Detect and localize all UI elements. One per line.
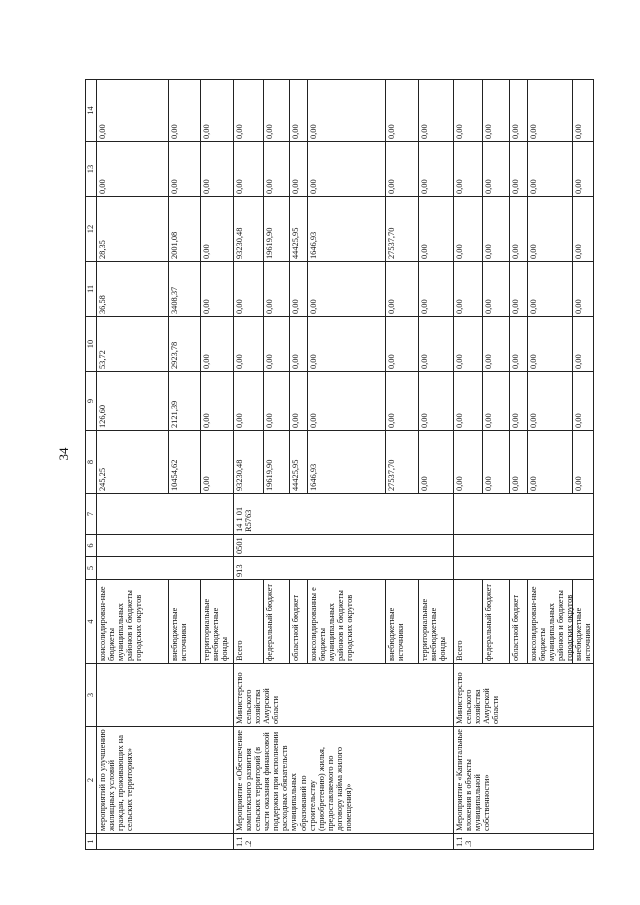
amount-value: 0,00 [454,142,483,196]
amount-value: 0,00 [308,317,386,371]
amount-value: 0,00 [386,317,419,371]
header-cell: 3 [86,664,97,727]
amount-value: 0,00 [202,179,211,194]
amount-value: 0,00 [386,80,419,141]
amount-value: 27537,70 [386,431,419,493]
table-cell [454,197,594,262]
table-cell: Мероприятие «Обеспечение комплексного развития сельских территорий (в части оказания финансовой поддержки при исполнении расходных обязательств муниципальных образований по строительству (приобретению) жилья, предоставляемого по договору найма жилого помещения)» [234,727,454,834]
amount-value: 0,00 [454,262,483,316]
amount-value: 0,00 [483,317,510,371]
amount-value: 0,00 [510,431,528,493]
table-cell [454,557,594,580]
table-cell [97,494,234,535]
amount-value: 0,00 [264,262,290,316]
amount-value: 0,00 [510,317,528,371]
amount-value: 1646,93 [308,197,386,261]
header-cell: 1 [86,834,97,850]
amount-value: 10454,62 [169,431,201,493]
amount-value: 0,00 [202,124,211,139]
amount-value: 1646,93 [308,431,386,493]
table-row [454,80,594,850]
amount-value: 53,72 [97,317,169,371]
amount-value: 0,00 [169,80,201,141]
amount-value: 36,58 [97,262,169,316]
amount-value: 0,00 [264,372,290,430]
amount-value: 0,00 [202,354,211,369]
amount-value: 0,00 [574,476,583,491]
amount-value: 44425,95 [290,431,308,493]
amount-value: 0,00 [308,262,386,316]
table-cell: мероприятий по улучшению жилищных условий граждан, проживающих на сельских территориях» [97,727,234,834]
table-cell: 1.1.2 [234,834,454,850]
amount-value: 0,00 [308,372,386,430]
table-row [234,80,454,850]
financing-source: внебюджетные источники [574,607,593,661]
amount-value: 0,00 [483,431,510,493]
financing-source: территориальные внебюджетные фонды [420,598,448,661]
financing-source: консолидирован-ные бюджеты муниципальных районов и бюджеты городских округов [528,580,573,663]
header-cell: 14 [86,80,97,142]
table-cell [97,834,234,850]
table-cell [234,142,454,197]
financing-source: Всего [454,580,483,663]
amount-value: 0,00 [574,413,583,428]
amount-value: 0,00 [290,372,308,430]
table-cell [97,142,234,197]
financing-source: консолидированны е бюджеты муниципальных районов и бюджеты городских округов [308,580,386,663]
amount-value: 0,00 [234,262,264,316]
header-cell: 12 [86,197,97,262]
table-cell [97,197,234,262]
table-cell [97,262,234,317]
amount-value: 44425,95 [290,197,308,261]
financing-source: внебюджетные источники [386,580,419,663]
table-cell [454,535,594,557]
amount-value: 0,00 [202,413,211,428]
amount-value: 0,00 [290,262,308,316]
amount-value: 0,00 [528,431,573,493]
header-row [86,80,97,850]
table-cell: 14 1 01 R5763 [234,494,454,535]
amount-value: 0,00 [454,80,483,141]
amount-value: 0,00 [454,431,483,493]
table-cell [97,535,234,557]
amount-value: 0,00 [454,197,483,261]
amount-value: 0,00 [290,317,308,371]
amount-value: 0,00 [483,262,510,316]
amount-value: 0,00 [510,372,528,430]
financing-source: областной бюджет [290,580,308,663]
amount-value: 0,00 [202,299,211,314]
table-cell [234,80,454,142]
amount-value: 0,00 [574,354,583,369]
table-cell [454,580,594,664]
amount-value: 0,00 [264,80,290,141]
table-cell [97,317,234,372]
amount-value: 3408,37 [169,262,201,316]
amount-value: 0,00 [308,142,386,196]
table-row [97,80,234,850]
amount-value: 0,00 [510,142,528,196]
table-cell [454,317,594,372]
table-cell [234,580,454,664]
amount-value: 0,00 [290,142,308,196]
amount-value: 0,00 [308,80,386,141]
budget-table-sheet [85,80,610,850]
amount-value: 0,00 [169,142,201,196]
amount-value: 0,00 [528,142,573,196]
table-cell [454,80,594,142]
amount-value: 0,00 [574,299,583,314]
financing-source: областной бюджет [510,580,528,663]
amount-value: 0,00 [483,80,510,141]
amount-value: 0,00 [528,317,573,371]
amount-value: 0,00 [483,372,510,430]
financing-source: федеральный бюджет [483,580,510,663]
amount-value: 0,00 [420,476,429,491]
amount-value: 126,60 [97,372,169,430]
amount-value: 0,00 [574,244,583,259]
table-cell [97,580,234,664]
amount-value: 2001,08 [169,197,201,261]
amount-value: 0,00 [528,80,573,141]
amount-value: 19619,90 [264,431,290,493]
table-cell [97,80,234,142]
table-cell: 0501 [234,535,454,557]
amount-value: 0,00 [483,142,510,196]
amount-value: 0,00 [574,124,583,139]
table-cell [234,262,454,317]
amount-value: 0,00 [528,262,573,316]
amount-value: 0,00 [234,372,264,430]
amount-value: 0,00 [510,80,528,141]
table-cell [454,431,594,494]
table-cell: Министерство сельского хозяйства Амурской области [234,664,454,727]
amount-value: 0,00 [420,354,429,369]
amount-value: 0,00 [483,197,510,261]
amount-value: 0,00 [264,317,290,371]
header-cell: 8 [86,431,97,494]
amount-value: 0,00 [234,80,264,141]
header-cell: 13 [86,142,97,197]
table-cell [234,317,454,372]
amount-value: 0,00 [97,142,169,196]
table-cell: Министерство сельского хозяйства Амурской области [454,664,594,727]
amount-value: 0,00 [386,262,419,316]
amount-value: 0,00 [420,244,429,259]
header-cell: 2 [86,727,97,834]
header-cell: 10 [86,317,97,372]
amount-value: 0,00 [420,299,429,314]
table-cell [234,197,454,262]
table-cell [234,431,454,494]
amount-value: 0,00 [202,476,211,491]
amount-value: 2923,78 [169,317,201,371]
amount-value: 27537,70 [386,197,419,261]
header-cell: 5 [86,557,97,580]
amount-value: 245,25 [97,431,169,493]
amount-value: 2121,39 [169,372,201,430]
amount-value: 0,00 [386,142,419,196]
page-number: 34 [56,447,71,461]
amount-value: 0,00 [420,124,429,139]
amount-value: 0,00 [528,372,573,430]
financing-source: консолидирован-ные бюджеты муниципальных районов и бюджеты городских округов [97,580,169,663]
amount-value: 0,00 [202,244,211,259]
header-cell: 4 [86,580,97,664]
header-cell: 11 [86,262,97,317]
amount-value: 0,00 [454,372,483,430]
financing-source: Всего [234,580,264,663]
amount-value: 0,00 [290,80,308,141]
table-cell [454,494,594,535]
amount-value: 0,00 [574,179,583,194]
amount-value: 0,00 [420,413,429,428]
table-cell: 1.1.3 [454,834,594,850]
table-cell [97,557,234,580]
amount-value: 0,00 [510,262,528,316]
amount-value: 28,35 [97,197,169,261]
financing-source: внебюджетные источники [169,580,201,663]
amount-value: 0,00 [510,197,528,261]
budget-table [85,79,594,850]
table-cell [97,431,234,494]
table-cell [234,372,454,431]
amount-value: 0,00 [234,317,264,371]
financing-source: территориальные внебюджетные фонды [202,598,230,661]
table-cell [454,142,594,197]
header-cell: 7 [86,494,97,535]
amount-value: 93230,48 [234,197,264,261]
header-cell: 6 [86,535,97,557]
table-cell: 913 [234,557,454,580]
amount-value: 0,00 [234,142,264,196]
header-cell: 9 [86,372,97,431]
financing-source: федеральный бюджет [264,580,290,663]
table-cell [97,664,234,727]
amount-value: 93230,48 [234,431,264,493]
table-cell [454,262,594,317]
amount-value: 0,00 [420,179,429,194]
table-cell [454,372,594,431]
amount-value: 0,00 [528,197,573,261]
amount-value: 0,00 [386,372,419,430]
amount-value: 0,00 [264,142,290,196]
amount-value: 0,00 [454,317,483,371]
table-cell: Мероприятие «Капитальные вложения в объекты муниципальной собственности» [454,727,594,834]
amount-value: 19619,90 [264,197,290,261]
amount-value: 0,00 [97,80,169,141]
table-cell [97,372,234,431]
